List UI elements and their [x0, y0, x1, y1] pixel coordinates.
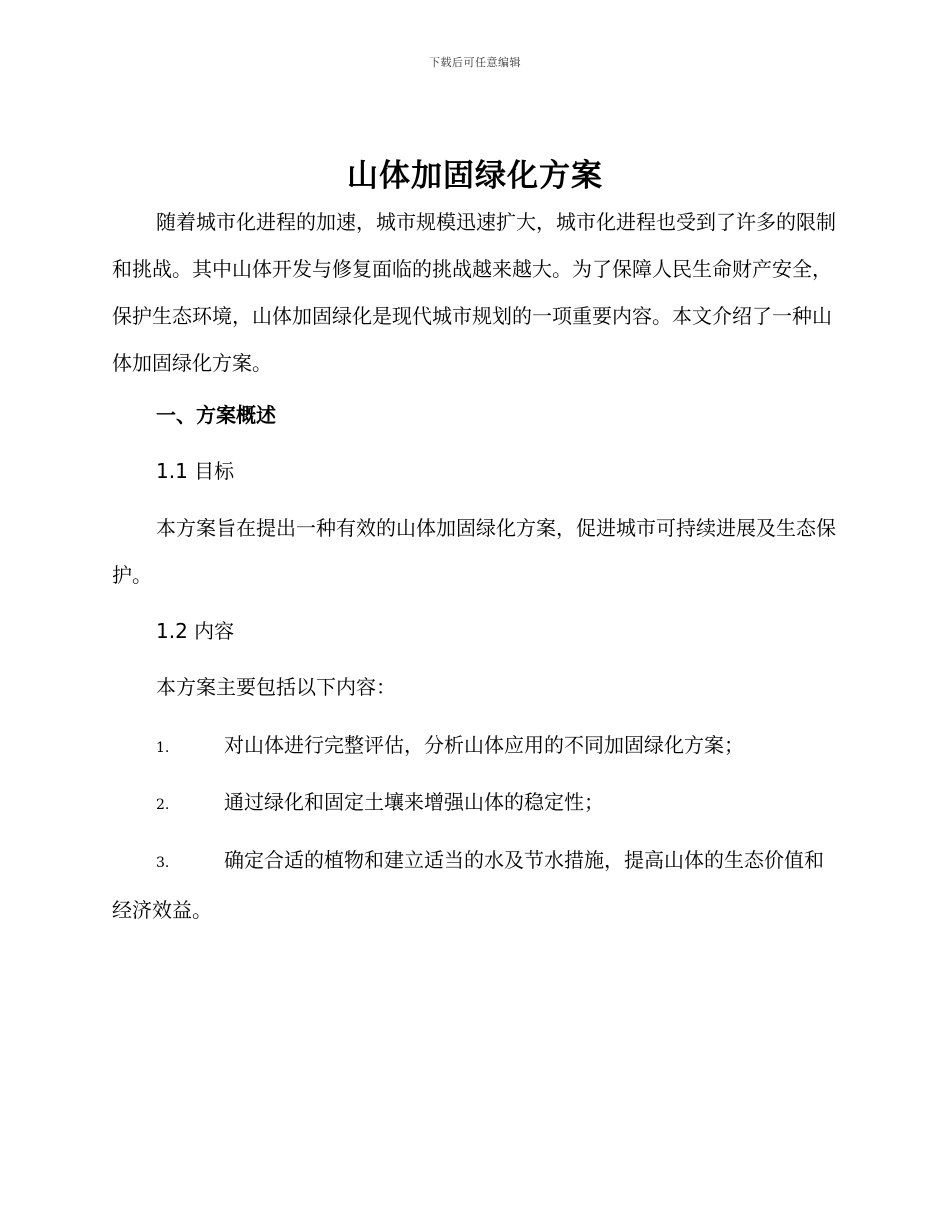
list-item: [112, 722, 836, 772]
page-header-note: 下载后可任意编辑: [429, 56, 521, 69]
section-heading-overview: 一、方案概述: [156, 403, 276, 427]
intro-paragraph: 随着城市化进程的加速，城市规模迅速扩大，城市化进程也受到了许多的限制和挑战。其中山体开发与修复面临的挑战越来越大。为了保障人民生命财产安全，保护生态环境，山体加固绿化是现代城市规划的一项重要内容。本文介绍了一种山体加固绿化方案。: [112, 210, 836, 375]
list-item-text: 对山体进行完整评估，分析山体应用的不同加固绿化方案；: [224, 733, 744, 757]
list-item: [112, 779, 836, 829]
goal-paragraph: 本方案旨在提出一种有效的山体加固绿化方案，促进城市可持续进展及生态保护。: [112, 516, 836, 587]
list-item: [112, 837, 836, 934]
list-item-number: 2.: [156, 797, 170, 813]
document-title: 山体加固绿化方案: [347, 158, 603, 194]
subsection-heading-content: 1.2 内容: [156, 619, 235, 643]
subsection-heading-goal: 1.1 目标: [156, 459, 235, 483]
list-item-number: 1.: [156, 740, 170, 756]
list-item-text: 确定合适的植物和建立适当的水及节水措施，提高山体的生态价值和经济效益。: [112, 848, 824, 922]
content-intro-paragraph: 本方案主要包括以下内容：: [156, 675, 396, 699]
list-item-number: 3.: [156, 855, 170, 871]
list-item-text: 通过绿化和固定土壤来增强山体的稳定性；: [224, 790, 604, 814]
